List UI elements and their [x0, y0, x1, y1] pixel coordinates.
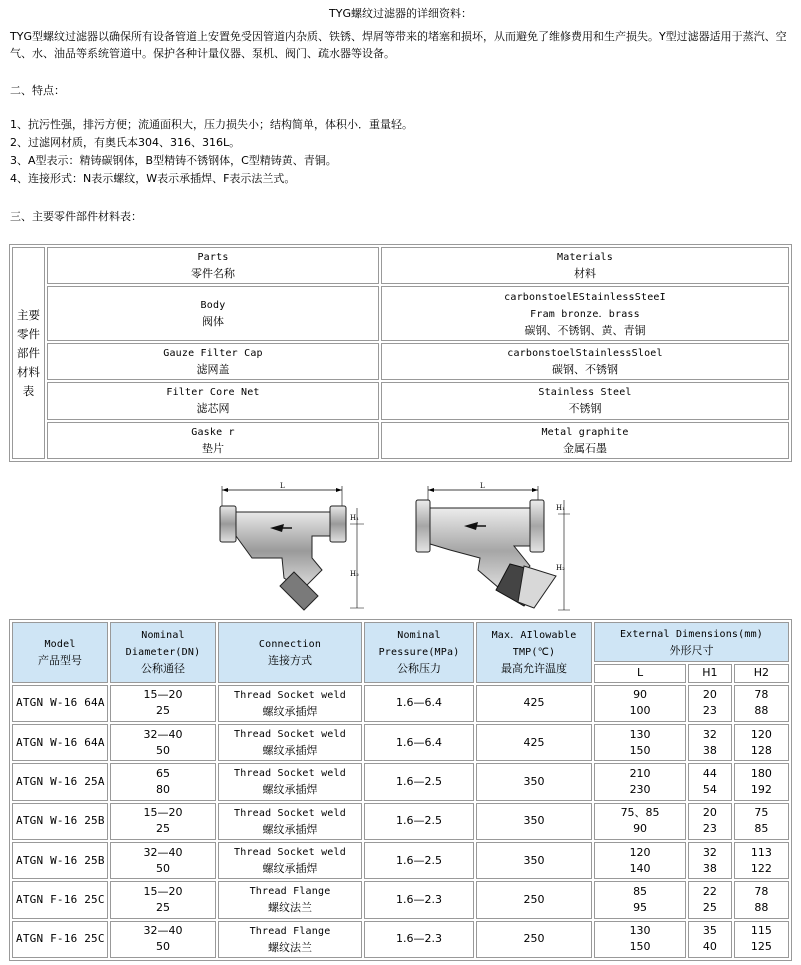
feature-1: 1、抗污性强，排污方便；流通面积大，压力损失小；结构简单，体积小．重量轻。: [10, 118, 413, 131]
part-material: Metal graphite 金属石墨: [381, 422, 789, 459]
col-tmp: Max．AIlowable TMP(℃) 最高允许温度: [476, 622, 592, 683]
part-material: carbonstoelEStainlessSteeI Fram bronze．brass 碳钢、不锈钢、黄、青铜: [381, 286, 789, 341]
col-diameter: Nominal Diameter(DN) 公称通径: [110, 622, 216, 683]
table-row: [12, 763, 789, 800]
cell-h1: 44 54: [688, 763, 732, 800]
feature-3: 3、A型表示：精铸碳钢体，B型精铸不锈钢体，C型精铸黄、青铜。: [10, 154, 337, 167]
cell-tmp: 350: [476, 842, 592, 879]
part-name: Filter Core Net 滤芯网: [47, 382, 379, 419]
cell-h1: 22 25: [688, 881, 732, 918]
cell-h1: 32 38: [688, 842, 732, 879]
col-h1: H1: [688, 664, 732, 682]
cell-diameter: 65 80: [110, 763, 216, 800]
table-row: [12, 724, 789, 761]
part-name: Gaske r 垫片: [47, 422, 379, 459]
part-material: Stainless Steel 不锈钢: [381, 382, 789, 419]
strainer-drawing-flanged: [410, 478, 585, 613]
cell-h1: 32 38: [688, 724, 732, 761]
dim-label-l-2: L: [480, 482, 485, 490]
strainer-drawing-threaded: [212, 478, 372, 613]
cell-diameter: 32—40 50: [110, 842, 216, 879]
table-row: [12, 422, 789, 459]
cell-h2: 113 122: [734, 842, 789, 879]
cell-h2: 78 88: [734, 881, 789, 918]
cell-pressure: 1.6—2.5: [364, 763, 474, 800]
table-row: [12, 803, 789, 840]
cell-connection: Thread Socket weld 螺纹承插焊: [218, 685, 362, 722]
part-name: Gauze Filter Cap 滤网盖: [47, 343, 379, 380]
cell-tmp: 350: [476, 763, 592, 800]
table-row: [12, 286, 789, 341]
materials-side-label: 主要 零件 部件 材料 表: [12, 247, 45, 459]
col-connection: Connection 连接方式: [218, 622, 362, 683]
cell-diameter: 15—20 25: [110, 803, 216, 840]
part-material: carbonstoelStainlessSloel 碳钢、不锈钢: [381, 343, 789, 380]
col-pressure: Nominal Pressure(MPa) 公称压力: [364, 622, 474, 683]
dim-label-l: L: [280, 482, 285, 490]
feature-4: 4、连接形式：N表示螺纹，W表示承插焊、F表示法兰式。: [10, 172, 296, 185]
table-row: [12, 842, 789, 879]
cell-tmp: 250: [476, 881, 592, 918]
cell-model: ATGN W-16 64A: [12, 724, 108, 761]
cell-connection: Thread Flange 螺纹法兰: [218, 881, 362, 918]
cell-diameter: 32—40 50: [110, 724, 216, 761]
cell-pressure: 1.6—2.3: [364, 881, 474, 918]
cell-l: 90 100: [594, 685, 686, 722]
spec-table: [9, 619, 792, 961]
col-model: Model 产品型号: [12, 622, 108, 683]
dim-label-h1-2: H₁: [556, 504, 565, 512]
dim-label-h2: H₂: [350, 570, 359, 578]
cell-diameter: 15—20 25: [110, 685, 216, 722]
col-external-dimensions: External Dimensions(mm) 外形尺寸: [594, 622, 789, 662]
parts-header: Parts 零件名称: [47, 247, 379, 284]
cell-tmp: 425: [476, 685, 592, 722]
cell-pressure: 1.6—6.4: [364, 685, 474, 722]
section-features-heading: 二、特点：: [10, 84, 65, 97]
cell-tmp: 350: [476, 803, 592, 840]
materials-header: Materials 材料: [381, 247, 789, 284]
dim-label-h2-2: H₂: [556, 564, 565, 572]
cell-l: 75、85 90: [594, 803, 686, 840]
cell-model: ATGN W-16 25B: [12, 803, 108, 840]
cell-pressure: 1.6—2.3: [364, 921, 474, 958]
cell-connection: Thread Socket weld 螺纹承插焊: [218, 842, 362, 879]
col-l: L: [594, 664, 686, 682]
cell-diameter: 15—20 25: [110, 881, 216, 918]
intro-paragraph: TYG型螺纹过滤器以确保所有设备管道上安置免受因管道内杂质、铁锈、焊屑等带来的堵塞和损坏，从而避免了维修费用和生产损失。Y型过滤器适用于蒸汽、空气、水、油品等系统管道中。保护各种计量仪器、泵机、阀门、疏水器等设备。: [10, 30, 787, 60]
cell-connection: Thread Flange 螺纹法兰: [218, 921, 362, 958]
cell-l: 85 95: [594, 881, 686, 918]
cell-h2: 180 192: [734, 763, 789, 800]
table-row: [12, 881, 789, 918]
cell-l: 120 140: [594, 842, 686, 879]
cell-pressure: 1.6—6.4: [364, 724, 474, 761]
page-title: TYG螺纹过滤器的详细资料：: [329, 7, 472, 20]
cell-connection: Thread Socket weld 螺纹承插焊: [218, 763, 362, 800]
part-name: Body 阀体: [47, 286, 379, 341]
cell-l: 130 150: [594, 921, 686, 958]
table-row: [12, 685, 789, 722]
cell-tmp: 250: [476, 921, 592, 958]
dim-label-h1: H₁: [350, 514, 359, 522]
cell-h2: 75 85: [734, 803, 789, 840]
materials-table: [9, 244, 792, 462]
cell-model: ATGN W-16 64A: [12, 685, 108, 722]
cell-diameter: 32—40 50: [110, 921, 216, 958]
cell-h1: 20 23: [688, 685, 732, 722]
cell-h2: 120 128: [734, 724, 789, 761]
cell-h2: 78 88: [734, 685, 789, 722]
cell-model: ATGN W-16 25B: [12, 842, 108, 879]
table-row: [12, 343, 789, 380]
cell-h1: 20 23: [688, 803, 732, 840]
cell-l: 210 230: [594, 763, 686, 800]
cell-model: ATGN F-16 25C: [12, 881, 108, 918]
table-row: [12, 921, 789, 958]
cell-h2: 115 125: [734, 921, 789, 958]
cell-model: ATGN F-16 25C: [12, 921, 108, 958]
cell-pressure: 1.6—2.5: [364, 842, 474, 879]
col-h2: H2: [734, 664, 789, 682]
section-materials-heading: 三、主要零件部件材料表：: [10, 210, 142, 223]
feature-2: 2、过滤网材质，有奥氏本304、316、316L。: [10, 136, 241, 149]
cell-model: ATGN W-16 25A: [12, 763, 108, 800]
table-row: [12, 382, 789, 419]
cell-tmp: 425: [476, 724, 592, 761]
cell-l: 130 150: [594, 724, 686, 761]
cell-connection: Thread Socket weld 螺纹承插焊: [218, 803, 362, 840]
cell-connection: Thread Socket weld 螺纹承插焊: [218, 724, 362, 761]
cell-pressure: 1.6—2.5: [364, 803, 474, 840]
cell-h1: 35 40: [688, 921, 732, 958]
